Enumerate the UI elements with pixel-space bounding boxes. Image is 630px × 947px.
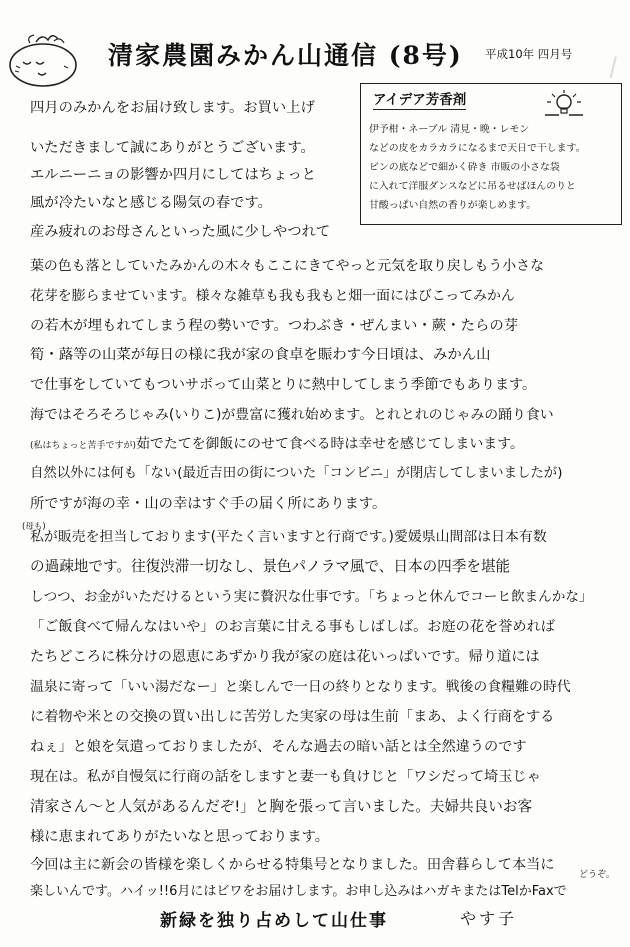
idea-text xyxy=(369,120,615,215)
issue-date: 平成10年 四月号 xyxy=(485,47,573,61)
idea-title: アイデア芳香剤 xyxy=(373,88,466,110)
idea-line: ビンの底などで細かく砕き 市販の小さな袋 xyxy=(369,162,560,173)
idea-line: 甘酸っぱい自然の香りが楽しめます。 xyxy=(369,200,537,211)
body-line: 私が販売を担当しております(平たく言いますと行商です。)愛媛県山間部は日本有数 xyxy=(30,529,547,545)
body-line: 「ご飯食べて帰んなはいや」のお言葉に甘える事もしばしば。お庭の花を誉めれば xyxy=(30,619,555,635)
body-line xyxy=(30,434,524,456)
author-signature: やす子 xyxy=(460,909,518,928)
idea-line: などの皮をカラカラになるまで天日で干します。 xyxy=(369,143,586,154)
closing-message: 新緑を独り占めして山仕事 xyxy=(160,911,388,931)
body-line: 海ではそろそろじゃみ(いりこ)が豊富に獲れ始めます。とれとれのじゃみの踊り食い xyxy=(30,407,554,423)
idea-tip-box xyxy=(360,83,622,225)
body-line: の過疎地です。往復渋滞一切なし、景色パノラマ風で、日本の四季を堪能 xyxy=(30,558,511,575)
body-line: に着物や米との交換の買い出しに苦労した実家の母は生前「まあ、よく行商をする xyxy=(30,709,555,725)
body-line: 様に恵まれてありがたいなと思っております。 xyxy=(30,829,330,845)
idea-line: 伊予柑・ネーブル 清見・晩・レモン xyxy=(369,124,530,135)
body-line: 楽しいんです。ハイッ!!6月にはビワをお届けします。お申し込みはハガキまたはTelかFaxで xyxy=(30,884,567,899)
body-line: 産み疲れのお母さんといった風に少しやつれて xyxy=(30,224,331,240)
body-line: 風が冷たいなと感じる陽気の春です。 xyxy=(30,195,272,211)
body-line: 所ですが海の幸・山の幸はすぐ手の届く所にあります。 xyxy=(30,496,387,512)
idea-line: に入れて洋服ダンスなどに吊るせばほんのりと xyxy=(369,181,576,192)
aside-note: (私はちょっと苦手ですが) xyxy=(30,441,137,451)
body-line: 四月のみかんをお届け致します。お買い上げ xyxy=(30,100,315,116)
body-line: たちどころに株分けの恩恵にあずかり我が家の庭は花いっぱいです。帰り道には xyxy=(30,649,540,665)
body-line-text: 茹でたてを御飯にのせて食べる時は幸せを感じてしまいます。 xyxy=(136,436,524,452)
body-line: 清家さん〜と人気があるんだぞ!」と胸を張って言いました。夫婦共良いお客 xyxy=(30,798,533,815)
body-line: 花芽を膨らませています。様々な雑草も我も我もと畑一面にはびこってみかん xyxy=(30,288,515,304)
body-line: 現在は。私が自慢気に行商の話をしますと妻一も負けじと「ワシだって埼玉じゃ xyxy=(30,769,541,785)
light-bulb-icon xyxy=(541,88,587,118)
body-line: しつつ、お金がいただけるという実に贅沢な仕事です。「ちょっと休んでコーヒ飲まんかな」 xyxy=(30,589,593,605)
mikan-smiley-icon xyxy=(6,28,80,90)
body-line: 葉の色も落としていたみかんの木々もここにきてやっと元気を取り戻しもう小さな xyxy=(30,258,544,274)
body-line: いただきまして誠にありがとうございます。 xyxy=(30,140,315,156)
body-line: 筍・蕗等の山菜が毎日の様に我が家の食卓を賑わす今日頃は、みかん山 xyxy=(30,347,491,363)
newsletter-title: 清家農園みかん山通信 (8号) xyxy=(108,41,463,70)
body-line: エルニーニョの影響か四月にしてはちょっと xyxy=(30,167,316,183)
aside-note: (母も) xyxy=(22,522,46,532)
body-line: の若木が埋もれてしまう程の勢いです。つわぶき・ぜんまい・蕨・たらの芽 xyxy=(30,318,519,334)
body-line: 自然以外には何も「ない(最近吉田の街についた「コンビニ」が閉店してしまいましたが) xyxy=(30,466,563,481)
body-line: ねぇ」と娘を気遣っておりましたが、そんな過去の暗い話とは全然違うのです xyxy=(30,739,527,755)
body-line: 温泉に寄って「いい湯だなー」と楽しんで一日の終りとなります。戦後の食糧難の時代 xyxy=(30,679,571,695)
aside-note: どうぞ。 xyxy=(579,870,615,880)
body-line: で仕事をしていてもついサボって山菜とりに熱中してしまう季節でもあります。 xyxy=(30,377,537,393)
scan-mark xyxy=(610,56,630,81)
body-line: 今回は主に新会の皆様を楽しくからせる特集号となりました。田舎暮らして本当に xyxy=(30,857,555,873)
